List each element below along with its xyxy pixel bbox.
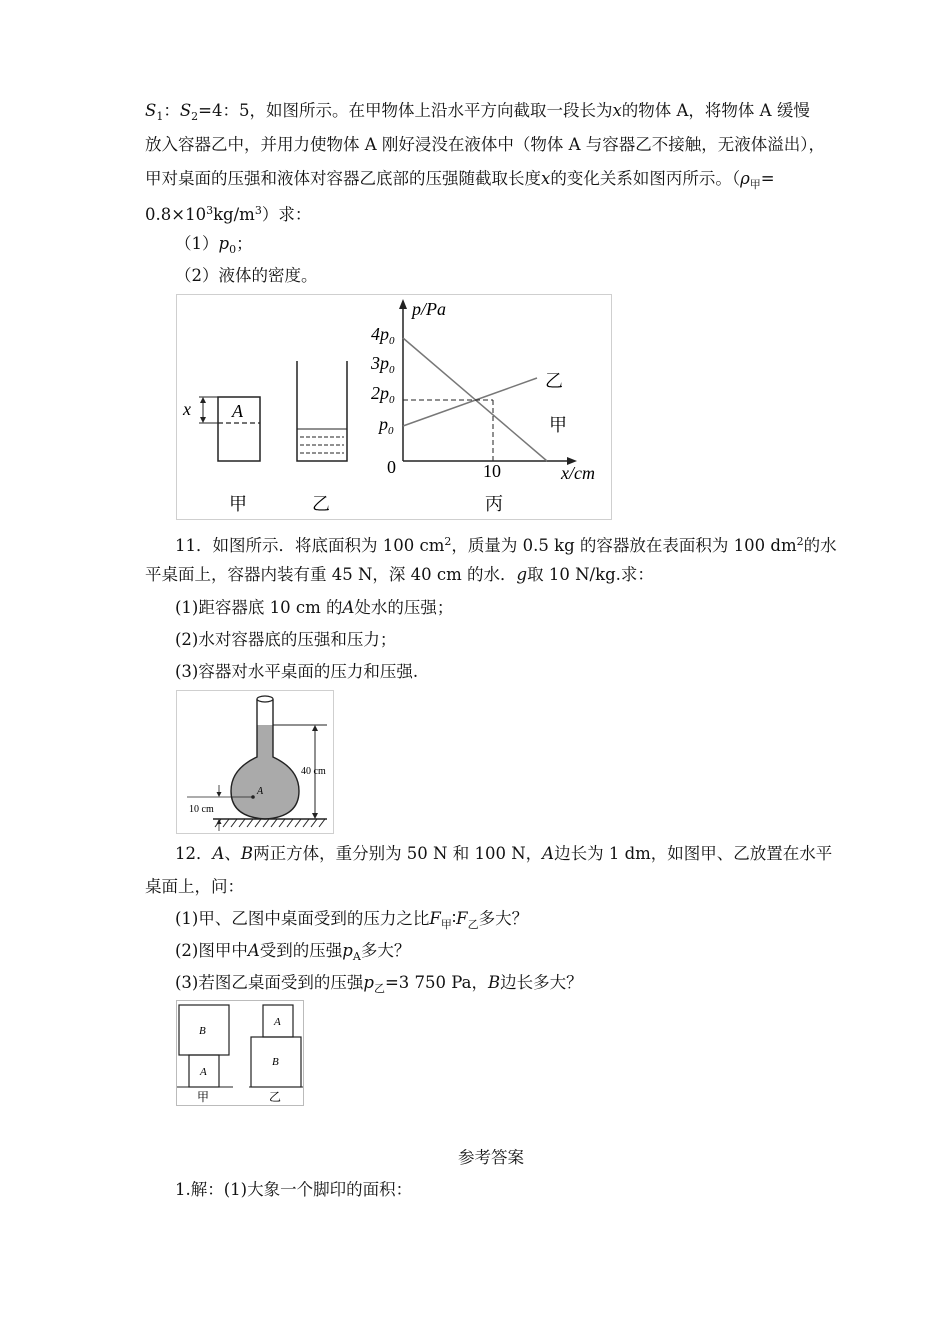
depth-arrow-top [312, 725, 318, 731]
q12-item-1: (1)甲、乙图中桌面受到的压力之比$F_甲∶F_乙$多大？ [175, 909, 529, 931]
q10-figure-svg [177, 295, 611, 519]
y-axis-arrow [399, 299, 407, 309]
x-arrow-head-bottom [200, 417, 206, 423]
bing-caption: 丙 [485, 494, 503, 514]
q12-item-2: (2)图甲中A受到的压强$p_A$多大？ [175, 941, 411, 963]
y-axis-label: p/Pa [412, 299, 446, 319]
tick-4p0: $4p_0$ [371, 324, 395, 347]
A-label: A [232, 401, 243, 421]
q10-item-2: （2）液体的密度。 [175, 266, 318, 285]
q10-figure [176, 294, 612, 520]
x-arrow-head-top [200, 397, 206, 403]
q11-figure [176, 690, 334, 834]
q10-line-3: 甲对桌面的压强和液体对容器乙底部的压强随截取长度x的变化关系如图丙所示。（$\rho_甲=$ [145, 169, 775, 191]
q12-figure [176, 1000, 304, 1106]
yi-A-label: A [274, 1016, 281, 1028]
jia-B-label: B [199, 1025, 206, 1037]
q10-line-4: $0.8\times 10^3kg/m^3$）求： [145, 204, 312, 224]
water-fill [231, 725, 299, 819]
q11-line-2: 平桌面上，容器内装有重 45 N，深 40 cm 的水．g取 10 N/kg.求： [145, 565, 654, 584]
q10-line-2: 放入容器乙中，并用力使物体 A 刚好浸没在液体中（物体 A 与容器乙不接触，无液体溢出）， [145, 135, 826, 154]
tick-2p0: $2p_0$ [371, 383, 395, 406]
height-label: 10 cm [189, 804, 214, 815]
q11-line-1: 11．如图所示．将底面积为 100 $cm^2$，质量为 0.5 kg 的容器放在表面积为 100 $dm^2$的水 [175, 535, 837, 555]
q11-item-2: (2)水对容器底的压强和压力； [175, 630, 397, 649]
yi-B-label: B [272, 1056, 279, 1068]
q11-item-1: (1)距容器底 10 cm 的A处水的压强； [175, 598, 454, 617]
q11-item-3: (3)容器对水平桌面的压力和压强. [175, 662, 419, 681]
jia-caption: 甲 [229, 494, 247, 514]
jia-A-label: A [200, 1066, 207, 1078]
q10-item-1: $(1)p_0$； [175, 234, 253, 256]
point-A-label: A [257, 786, 264, 797]
yi-caption: 乙 [269, 1090, 282, 1104]
q12-figure-svg [177, 1001, 303, 1105]
q11-figure-svg [177, 691, 333, 833]
answer-1: 1.解：(1)大象一个脚印的面积： [175, 1180, 413, 1199]
ground-hatch [215, 819, 325, 827]
tick-10: 10 [483, 461, 501, 481]
depth-label: 40 cm [301, 766, 326, 777]
q12-item-3: (3)若图乙桌面受到的压强$p_乙=3$ 750 Pa，B边长多大？ [175, 973, 583, 995]
line-yi [403, 378, 537, 426]
answers-title: 参考答案 [458, 1148, 524, 1167]
tick-3p0: $3p_0$ [371, 353, 395, 376]
flask-mouth [257, 696, 273, 702]
q12-line-2: 桌面上，问： [145, 877, 244, 896]
yi-caption: 乙 [312, 494, 330, 514]
tick-p0: $p_0$ [379, 414, 394, 437]
q12-line-1: 12．A、B两正方体，重分别为 50 N 和 100 N，A边长为 1 dm，如图甲、乙放置在水平 [175, 844, 833, 863]
q10-line-1: $S_1$：$S_2=4$：5，如图所示。在甲物体上沿水平方向截取一段长为x的物体 A，将物体 A 缓慢 [145, 101, 810, 123]
depth-arrow-bottom [312, 813, 318, 819]
x-label: x [183, 399, 191, 419]
line-yi-label: 乙 [545, 371, 563, 391]
jia-caption: 甲 [197, 1090, 210, 1104]
line-jia-label: 甲 [549, 415, 567, 435]
container-yi [297, 361, 347, 461]
height-arrow-head-top [217, 792, 222, 797]
x-axis-label: x/cm [561, 463, 595, 483]
origin-label: 0 [387, 457, 396, 477]
